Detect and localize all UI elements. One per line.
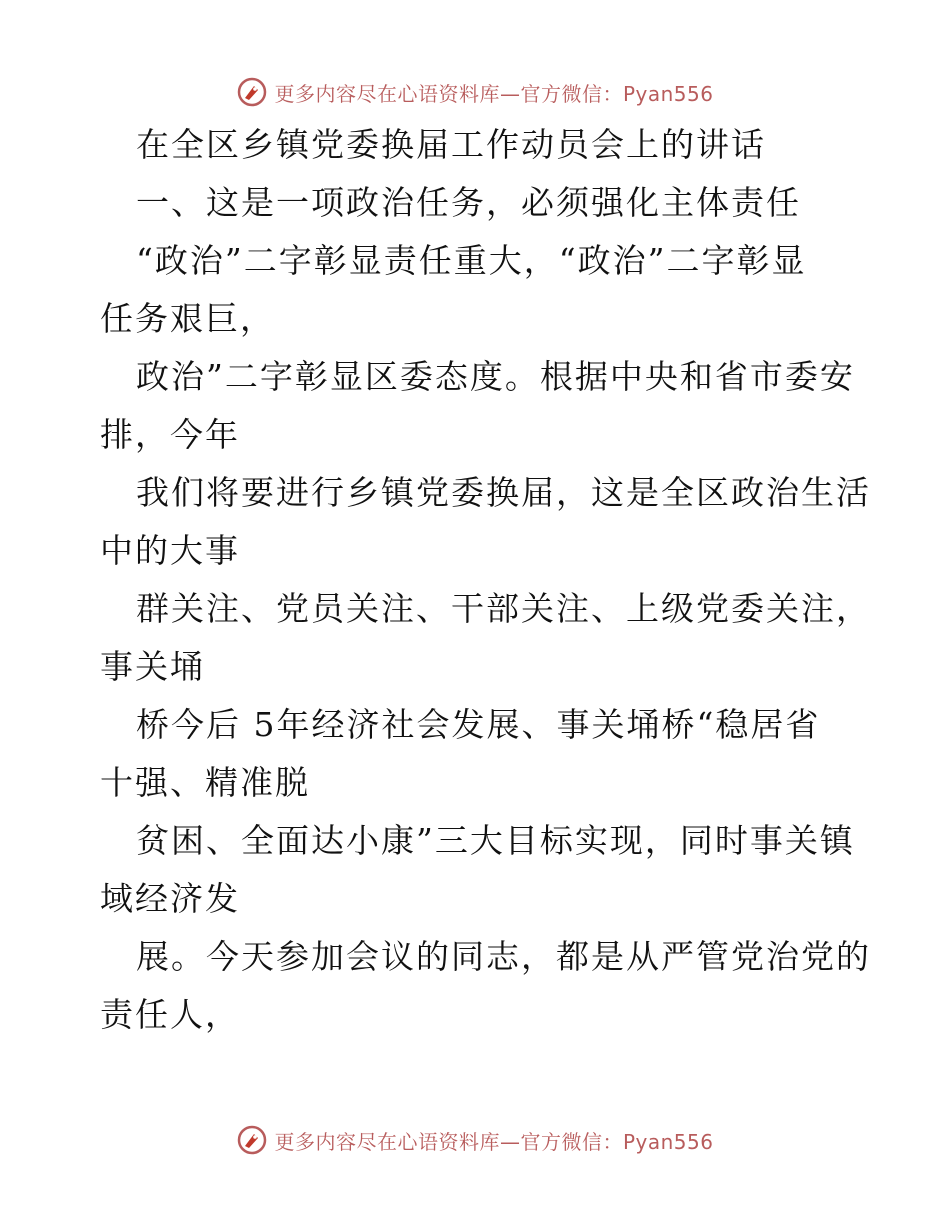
- text-line: 中的大事: [100, 531, 240, 570]
- text-line: 贫困、全面达小康”三大目标实现，同时事关镇: [136, 821, 855, 860]
- text-line: 事关埇: [100, 647, 205, 686]
- banner-text: 更多内容尽在心语资料库—官方微信：Pyan556: [274, 1129, 714, 1154]
- text-line: 我们将要进行乡镇党委换届，这是全区政治生活: [136, 473, 871, 512]
- pen-nib-icon: [236, 1124, 268, 1156]
- document-body: [100, 116, 871, 1044]
- text-line: 政治”二字彰显区委态度。根据中央和省市委安: [136, 357, 855, 396]
- text-line: 展。今天参加会议的同志，都是从严管党治党的: [136, 937, 871, 976]
- text-line: 在全区乡镇党委换届工作动员会上的讲话: [136, 125, 766, 164]
- text-line: 域经济发: [100, 879, 240, 918]
- text-line: “政治”二字彰显责任重大，“政治”二字彰显: [136, 241, 807, 280]
- text-line: 责任人，: [100, 995, 240, 1034]
- text-line: 任务艰巨，: [100, 299, 275, 338]
- text-line: 十强、精准脱: [100, 763, 310, 802]
- header-banner: [0, 72, 950, 112]
- text-line: 桥今后 5年经济社会发展、事关埇桥“稳居省: [136, 705, 821, 744]
- text-line: 排，今年: [100, 415, 240, 454]
- banner-text: 更多内容尽在心语资料库—官方微信：Pyan556: [274, 81, 714, 106]
- text-line: 群关注、党员关注、干部关注、上级党委关注，: [136, 589, 871, 628]
- footer-banner: [0, 1120, 950, 1160]
- text-line: 一、这是一项政治任务，必须强化主体责任: [136, 183, 801, 222]
- pen-nib-icon: [236, 76, 268, 108]
